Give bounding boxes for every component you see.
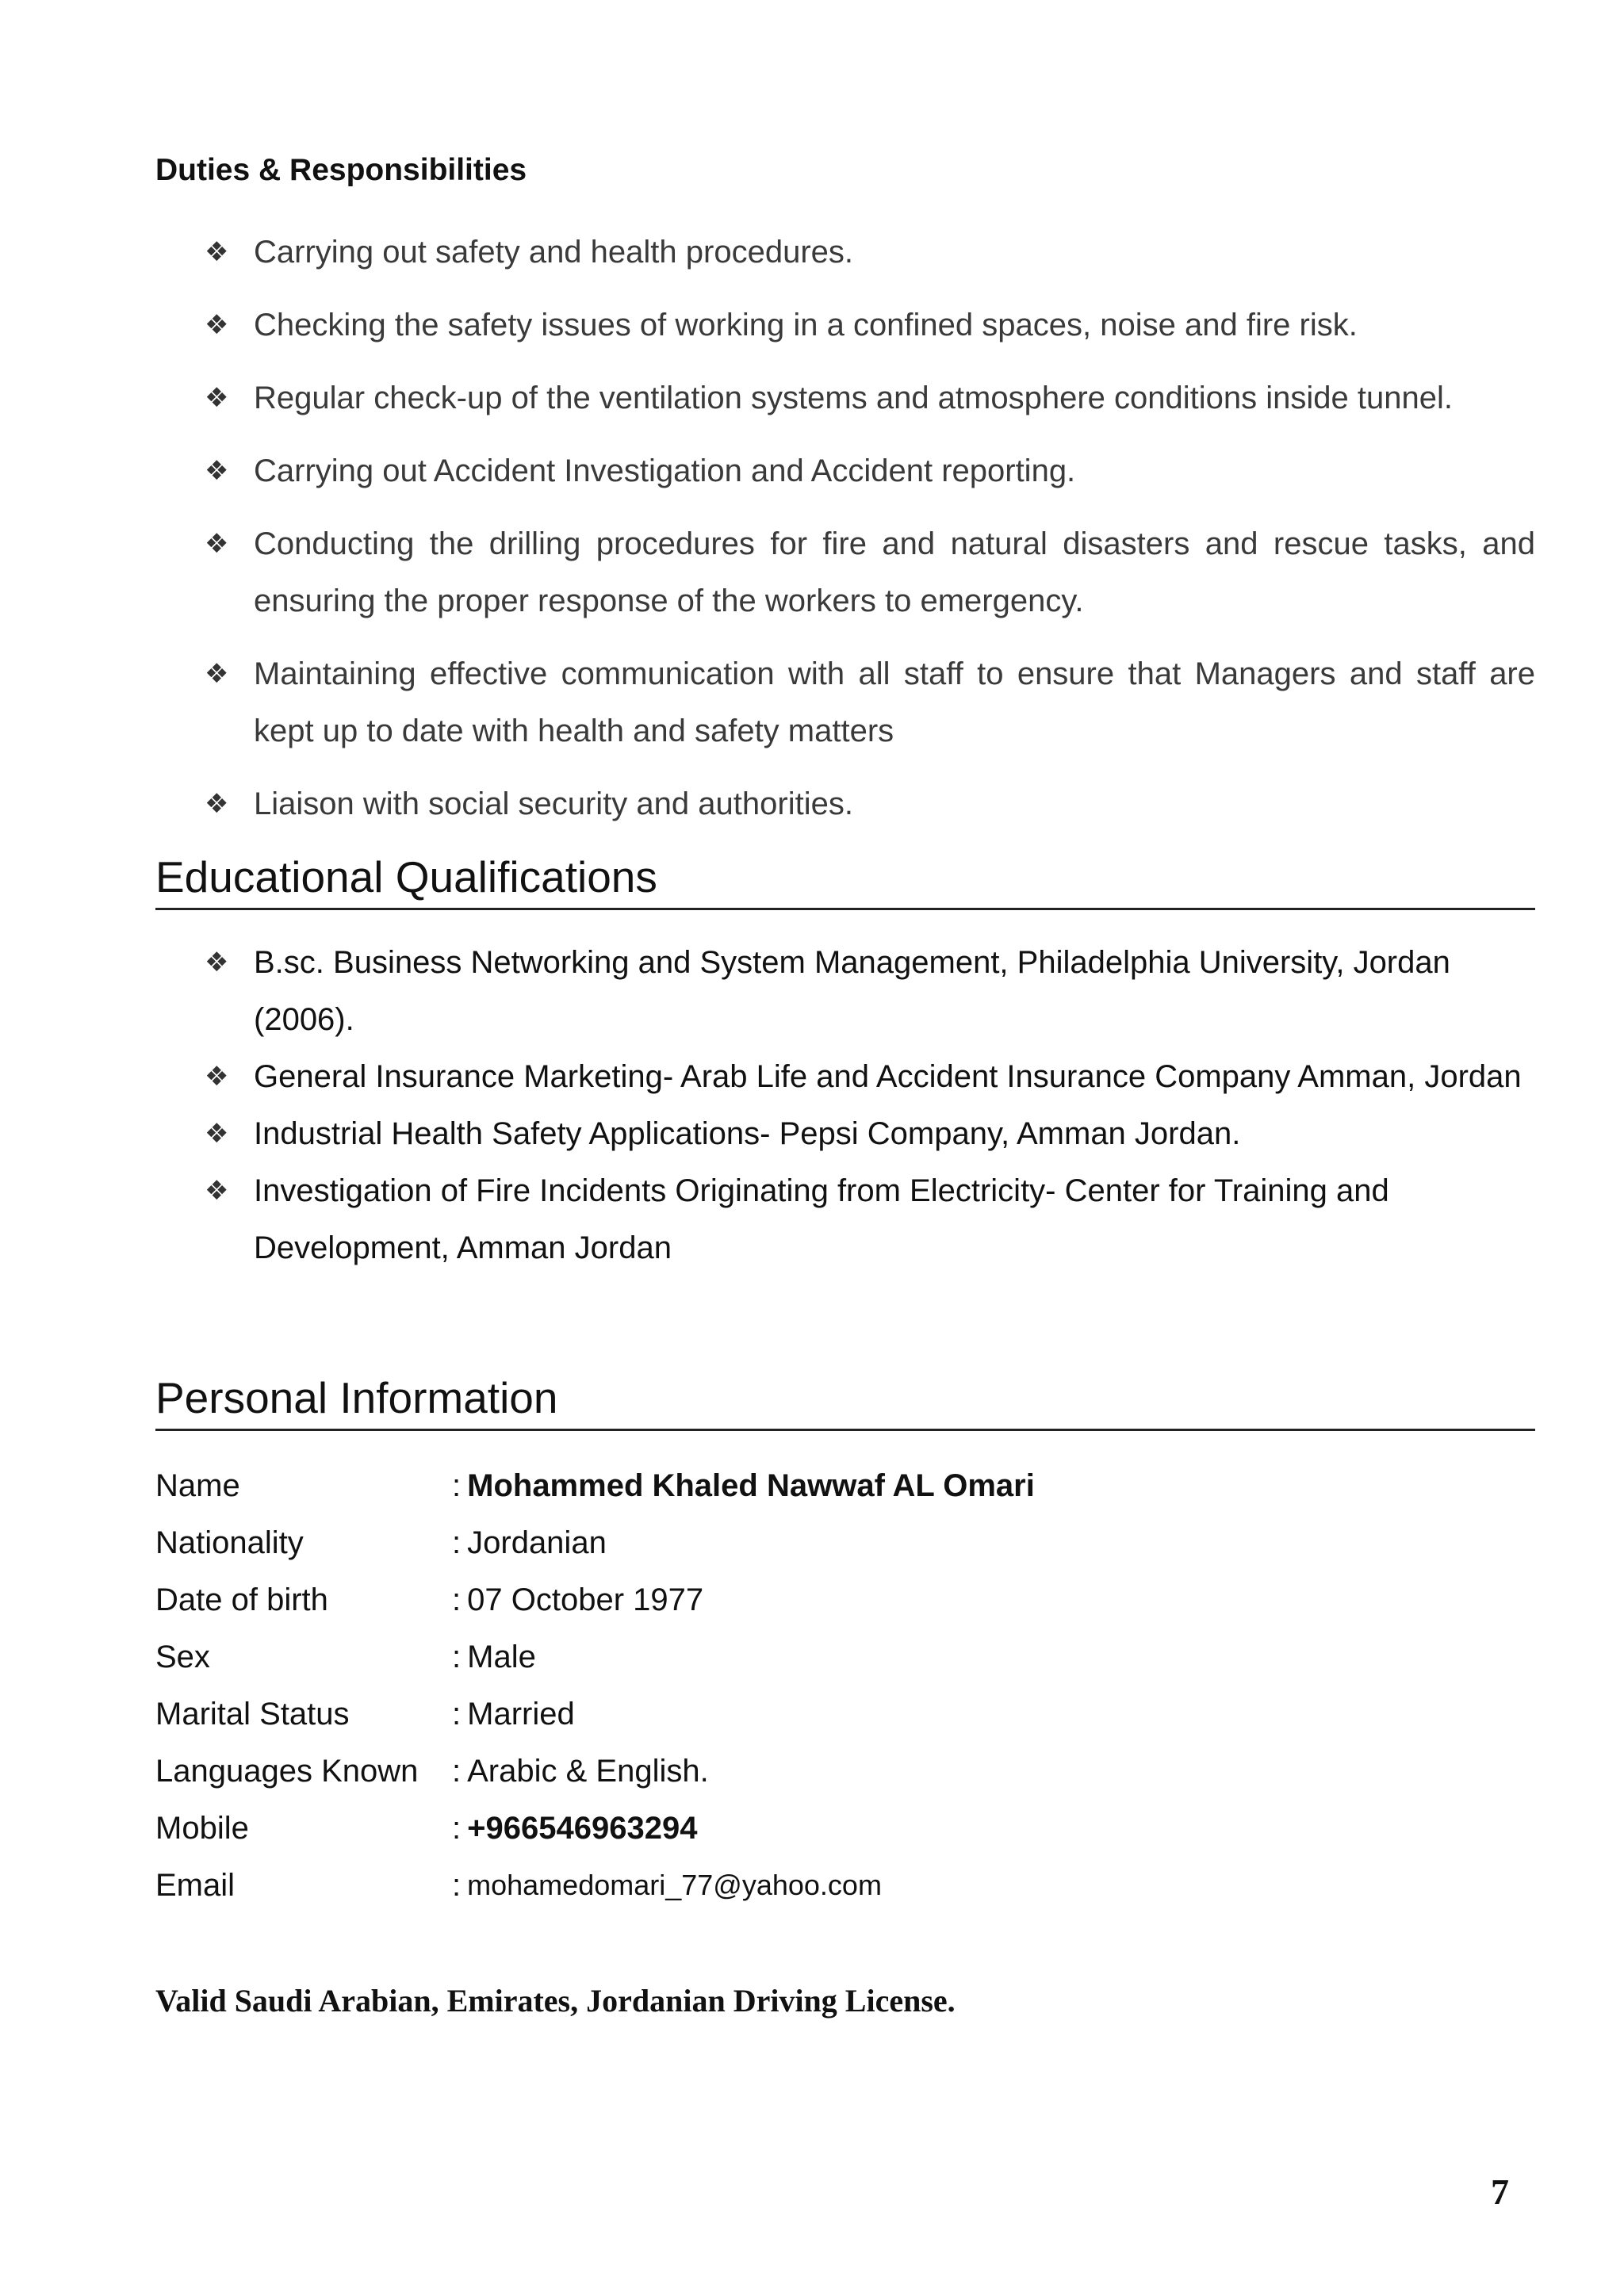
page-number: 7 — [1491, 2172, 1509, 2212]
list-item-text: Carrying out Accident Investigation and Accident reporting. — [254, 453, 1076, 488]
info-value: Arabic & English. — [467, 1753, 709, 1789]
info-value: 07 October 1977 — [467, 1582, 704, 1617]
info-value: Mohammed Khaled Nawwaf AL Omari — [467, 1468, 1035, 1503]
diamond-bullet-icon: ❖ — [205, 529, 229, 559]
info-label: Name — [155, 1468, 240, 1503]
info-value: Married — [467, 1696, 575, 1732]
info-label: Nationality — [155, 1525, 304, 1560]
info-row-nationality — [155, 1514, 1535, 1571]
driving-license-note: Valid Saudi Arabian, Emirates, Jordanian Driving License. — [155, 1983, 956, 2019]
info-colon: : — [452, 1753, 462, 1789]
info-colon: : — [452, 1582, 462, 1617]
info-label: Languages Known — [155, 1753, 419, 1789]
info-row-mobile — [155, 1800, 1535, 1857]
list-item — [155, 224, 1535, 281]
diamond-bullet-icon: ❖ — [205, 383, 229, 413]
education-list — [155, 934, 1535, 1276]
personal-info-table — [155, 1457, 1535, 1914]
info-row-marital-status — [155, 1686, 1535, 1743]
diamond-bullet-icon: ❖ — [205, 947, 229, 978]
list-item-text: Maintaining effective communication with all staff to ensure that Managers and staff are kept up to date with health and safety matters — [254, 656, 1535, 748]
info-label: Sex — [155, 1639, 210, 1674]
diamond-bullet-icon: ❖ — [205, 1062, 229, 1092]
list-item — [155, 1105, 1535, 1162]
list-item-text: Industrial Health Safety Applications- Pepsi Company, Amman Jordan. — [254, 1116, 1241, 1151]
info-row-name — [155, 1457, 1535, 1514]
education-section-title: Educational Qualifications — [155, 852, 1535, 910]
info-label: Date of birth — [155, 1582, 328, 1617]
diamond-bullet-icon: ❖ — [205, 310, 229, 340]
duties-heading: Duties & Responsibilities — [155, 153, 527, 187]
list-item-text: General Insurance Marketing- Arab Life and Accident Insurance Company Amman, Jordan — [254, 1059, 1522, 1094]
list-item — [155, 1048, 1535, 1105]
info-row-languages — [155, 1743, 1535, 1800]
list-item-text: Liaison with social security and authorities. — [254, 786, 853, 821]
info-colon: : — [452, 1696, 462, 1732]
list-item-text: Conducting the drilling procedures for fire and natural disasters and rescue tasks, and ensuring the proper response of the workers to emergency. — [254, 526, 1535, 618]
diamond-bullet-icon: ❖ — [205, 659, 229, 689]
diamond-bullet-icon: ❖ — [205, 237, 229, 267]
info-row-email — [155, 1857, 1535, 1914]
diamond-bullet-icon: ❖ — [205, 1176, 229, 1206]
personal-section-title: Personal Information — [155, 1373, 1535, 1431]
list-item — [155, 775, 1535, 832]
list-item — [155, 934, 1535, 1048]
info-colon: : — [452, 1639, 462, 1674]
info-value: Jordanian — [467, 1525, 607, 1560]
info-label: Marital Status — [155, 1696, 350, 1732]
list-item-text: Checking the safety issues of working in a confined spaces, noise and fire risk. — [254, 308, 1358, 342]
info-colon: : — [452, 1810, 462, 1846]
list-item-text: Carrying out safety and health procedures. — [254, 235, 853, 270]
info-colon: : — [452, 1468, 462, 1503]
info-row-sex — [155, 1628, 1535, 1686]
list-item-text: B.sc. Business Networking and System Management, Philadelphia University, Jordan (2006). — [254, 945, 1450, 1037]
info-label: Mobile — [155, 1810, 249, 1846]
info-colon: : — [452, 1867, 462, 1903]
info-row-date-of-birth — [155, 1571, 1535, 1628]
info-value: +966546963294 — [467, 1810, 698, 1846]
list-item — [155, 1162, 1535, 1276]
list-item-text: Regular check-up of the ventilation systems and atmosphere conditions inside tunnel. — [254, 381, 1453, 415]
list-item — [155, 515, 1535, 629]
info-label: Email — [155, 1867, 236, 1903]
diamond-bullet-icon: ❖ — [205, 1119, 229, 1149]
info-value: mohamedomari_77@yahoo.com — [467, 1869, 882, 1901]
diamond-bullet-icon: ❖ — [205, 456, 229, 486]
list-item — [155, 297, 1535, 354]
list-item-text: Investigation of Fire Incidents Originating from Electricity- Center for Training and Development, Amman Jordan — [254, 1173, 1389, 1265]
diamond-bullet-icon: ❖ — [205, 789, 229, 819]
info-value: Male — [467, 1639, 536, 1674]
list-item — [155, 442, 1535, 499]
info-colon: : — [452, 1525, 462, 1560]
list-item — [155, 645, 1535, 760]
list-item — [155, 369, 1535, 427]
duties-list — [155, 224, 1535, 848]
